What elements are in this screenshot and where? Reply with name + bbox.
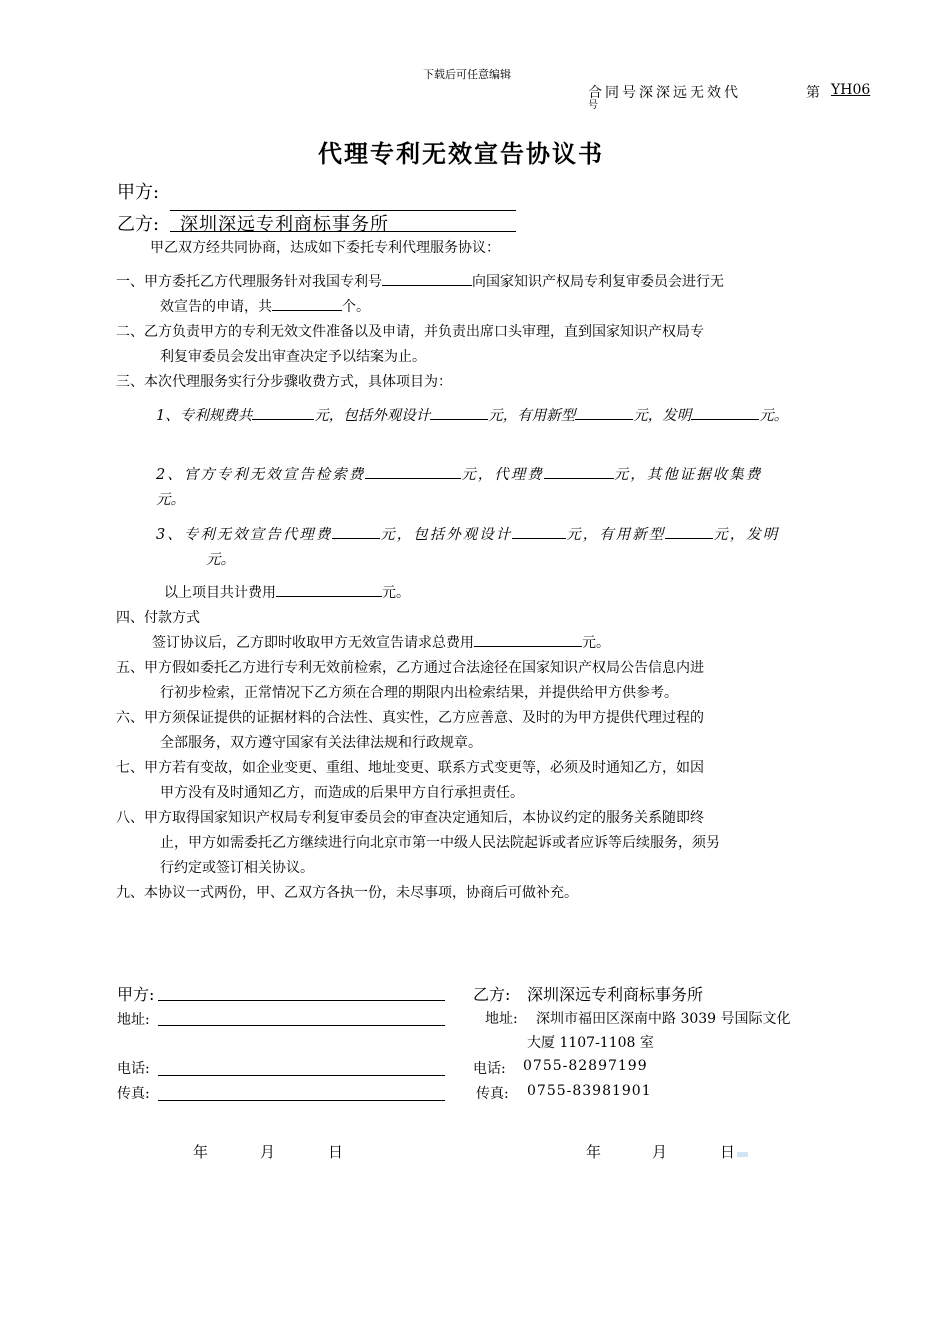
clause-9: 九、本协议一式两份，甲、乙双方各执一份，未尽事项，协商后可做补充。 [116, 885, 578, 901]
clause-2: 二、乙方负责甲方的专利无效文件准备以及申请，并负责出席口头审理，直到国家知识产权局专 [116, 324, 704, 340]
party-b-rule [170, 231, 516, 232]
clause-6: 六、甲方须保证提供的证据材料的合法性、真实性，乙方应善意、及时的为甲方提供代理过程的 [116, 710, 704, 726]
patent-no-blank[interactable] [382, 271, 472, 286]
clause-8-cont: 止，甲方如需委托乙方继续进行向北京市第一中级人民法院起诉或者应诉等后续服务，须另 [160, 835, 720, 851]
clause-7-cont: 甲方没有及时通知乙方，而造成的后果甲方自行承担责任。 [160, 785, 524, 801]
sign-a-line[interactable] [158, 1000, 445, 1001]
party-b-name: 深圳深远专利商标事务所 [180, 214, 389, 235]
fee-item-2: 2、官方专利无效宣告检索费 元，代理费 元，其他证据收集费 [156, 463, 762, 484]
fee-blank[interactable] [252, 405, 314, 420]
fee-blank[interactable] [332, 524, 380, 539]
date-a-month: 月 [260, 1143, 276, 1161]
clause-8: 八、甲方取得国家知识产权局专利复审委员会的审查决定通知后，本协议约定的服务关系随即终 [116, 810, 704, 826]
contract-no-prefix: 第 [806, 85, 820, 101]
date-a-year: 年 [193, 1143, 209, 1161]
fee-item-3: 3、专利无效宣告代理费 元，包括外观设计 元，有用新型 元，发明 [156, 523, 779, 544]
date-a-day: 日 [328, 1143, 344, 1161]
sign-a-phone-line[interactable] [158, 1075, 445, 1076]
date-b-day: 日 [720, 1143, 736, 1161]
page-title: 代理专利无效宣告协议书 [318, 139, 604, 168]
payment-blank[interactable] [474, 632, 582, 647]
clause-6-cont: 全部服务，双方遵守国家有关法律法规和行政规章。 [160, 735, 482, 751]
sign-b-address-2: 大厦 1107-1108 室 [527, 1035, 654, 1051]
sign-a-phone-label: 电话: [117, 1061, 150, 1077]
total-fee: 以上项目共计费用 元。 [164, 581, 410, 606]
sign-a-fax-line[interactable] [158, 1100, 445, 1101]
fee-blank[interactable] [665, 524, 713, 539]
sign-b-label: 乙方: [473, 985, 511, 1004]
sign-a-fax-label: 传真: [117, 1086, 150, 1102]
contract-no-label-2: 号 [588, 100, 598, 111]
date-b-month: 月 [652, 1143, 668, 1161]
fee-blank[interactable] [544, 464, 614, 479]
clause-5-cont: 行初步检索，正常情况下乙方须在合理的期限内出检索结果，并提供给甲方供参考。 [160, 685, 678, 701]
party-b-label: 乙方: [117, 214, 160, 235]
sign-b-address-label: 地址: [485, 1011, 518, 1027]
clause-1: 一、甲方委托乙方代理服务针对我国专利号 向国家知识产权局专利复审委员会进行无 [116, 270, 724, 295]
clause-1-cont: 效宣告的申请，共 个。 [160, 295, 370, 320]
clause-7: 七、甲方若有变故，如企业变更、重组、地址变更、联系方式变更等，必须及时通知乙方，如因 [116, 760, 704, 776]
party-a-label: 甲方: [117, 182, 160, 203]
clause-8-cont-2: 行约定或签订相关协议。 [160, 860, 314, 876]
count-blank[interactable] [272, 296, 342, 311]
contract-no-label: 合同号深深远无效代 [588, 85, 741, 101]
clause-3: 三、本次代理服务实行分步骤收费方式，具体项目为： [116, 374, 452, 390]
clause-2-cont: 利复审委员会发出审查决定予以结案为止。 [160, 349, 426, 365]
fee-blank[interactable] [512, 524, 566, 539]
fee-blank[interactable] [365, 464, 461, 479]
sign-b-fax-label: 传真: [476, 1086, 509, 1102]
sign-b-fax: 0755-83981901 [527, 1083, 652, 1099]
fee-blank[interactable] [575, 405, 633, 420]
sign-a-address-label: 地址: [117, 1012, 150, 1028]
sign-b-name: 深圳深远专利商标事务所 [527, 985, 704, 1004]
clause-4-cont: 签订协议后，乙方即时收取甲方无效宣告请求总费用 元。 [152, 631, 610, 656]
sign-b-phone-label: 电话: [473, 1061, 506, 1077]
contract-no-value: YH06 [831, 82, 871, 98]
fee-blank[interactable] [691, 405, 759, 420]
sign-b-phone: 0755-82897199 [523, 1058, 648, 1074]
fee-item-2-cont: 元。 [156, 492, 185, 508]
intro: 甲乙双方经共同协商，达成如下委托专利代理服务协议： [150, 240, 500, 256]
total-blank[interactable] [276, 582, 382, 597]
text-cursor-marker [737, 1152, 748, 1157]
sign-b-address-1: 深圳市福田区深南中路 3039 号国际文化 [536, 1011, 791, 1027]
date-b-year: 年 [586, 1143, 602, 1161]
clause-5: 五、甲方假如委托乙方进行专利无效前检索，乙方通过合法途径在国家知识产权局公告信息内进 [116, 660, 704, 676]
fee-item-1: 1、专利规费共 元，包括外观设计 元，有用新型 元，发明 元。 [156, 404, 788, 425]
sign-a-label: 甲方: [117, 985, 155, 1004]
sign-a-address-line[interactable] [158, 1025, 445, 1026]
download-note: 下载后可任意编辑 [423, 68, 511, 81]
party-b-top-rule [170, 210, 516, 211]
fee-item-3-cont: 元。 [206, 552, 235, 568]
clause-4: 四、付款方式 [116, 610, 200, 626]
fee-blank[interactable] [430, 405, 488, 420]
